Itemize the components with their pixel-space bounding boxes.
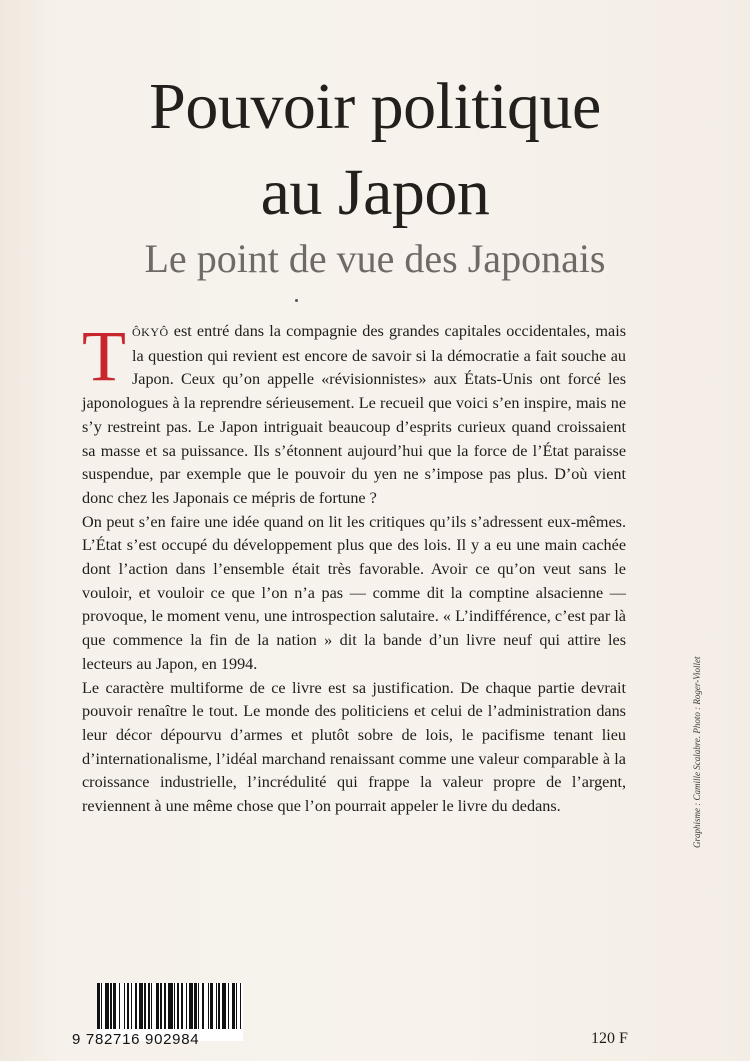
drop-cap: T bbox=[82, 316, 126, 396]
paragraph-1-text: est entré dans la compagnie des grandes capitales occidentales, mais la question qui revient est encore de savoir si la démocratie a fait souche au Japon. Ceux qu’on appelle «révisionnistes» aux États-Unis ont forcé les japonologues à la reprendre sérieusement. Le recueil que voici s’en inspire, mais ne s’y restreint pas. Le Japon intriguait beaucoup d’esprits curieux quand croissaient sa masse et sa puissance. Ils s’étonnent aujourd’hui que la force de l’État paraisse suspendue, par exemple que le pouvoir du yen ne s’impose pas plus. D’où vient donc chez les Japonais ce mépris de fortune ? bbox=[82, 322, 626, 507]
barcode-digits: 9 782716 902984 bbox=[72, 1031, 200, 1048]
book-subtitle: Le point de vue des Japonais bbox=[144, 236, 606, 281]
decorative-dot bbox=[295, 299, 298, 302]
barcode-bar bbox=[241, 983, 242, 1029]
book-title-line-1: Pouvoir politique bbox=[149, 70, 601, 143]
book-title-line-2: au Japon bbox=[260, 156, 490, 229]
blurb-paragraph-1 bbox=[82, 316, 626, 511]
barcode-bars bbox=[97, 983, 243, 1029]
blurb-paragraph-3: Le caractère multiforme de ce livre est sa justification. De chaque partie devrait pouvoir renaître le tout. Le monde des politiciens et celui de l’administration dans leur décor dépourvu d’armes et plutôt sobre de lois, le pacifisme tenant lieu d’internationalisme, l’idéal marchand renaissant comme une valeur comparable à la croissance industrielle, l’incrédulité qui frappe la valeur propre de l’argent, reviennent à une même chose que l’on pourrait appeler le livre du dedans. bbox=[82, 678, 626, 816]
blurb-text bbox=[82, 316, 626, 819]
price: 120 F bbox=[591, 1030, 628, 1047]
blurb-paragraph-2: On peut s’en faire une idée quand on lit les critiques qu’ils s’adressent eux-mêmes. L’État s’est occupé du développement plus que des lois. Il y a eu une main cachée dont l’action dans l’ensemble était très favorable. Avoir ce qu’on veut sans le vouloir, et vouloir ce que l’on n’a pas — comme dit la comptine alsacienne — provoque, le moment venu, une introspection salutaire. « L’indifférence, c’est par là que commence la fin de la nation » dit la bande d’un livre neuf qui attire les lecteurs au Japon, en 1994. bbox=[82, 512, 626, 673]
design-credit: Graphisme : Camille Scalabre. Photo : Roger-Viollet bbox=[692, 656, 702, 848]
drop-cap-continuation: ÔKYÔ bbox=[131, 325, 169, 339]
